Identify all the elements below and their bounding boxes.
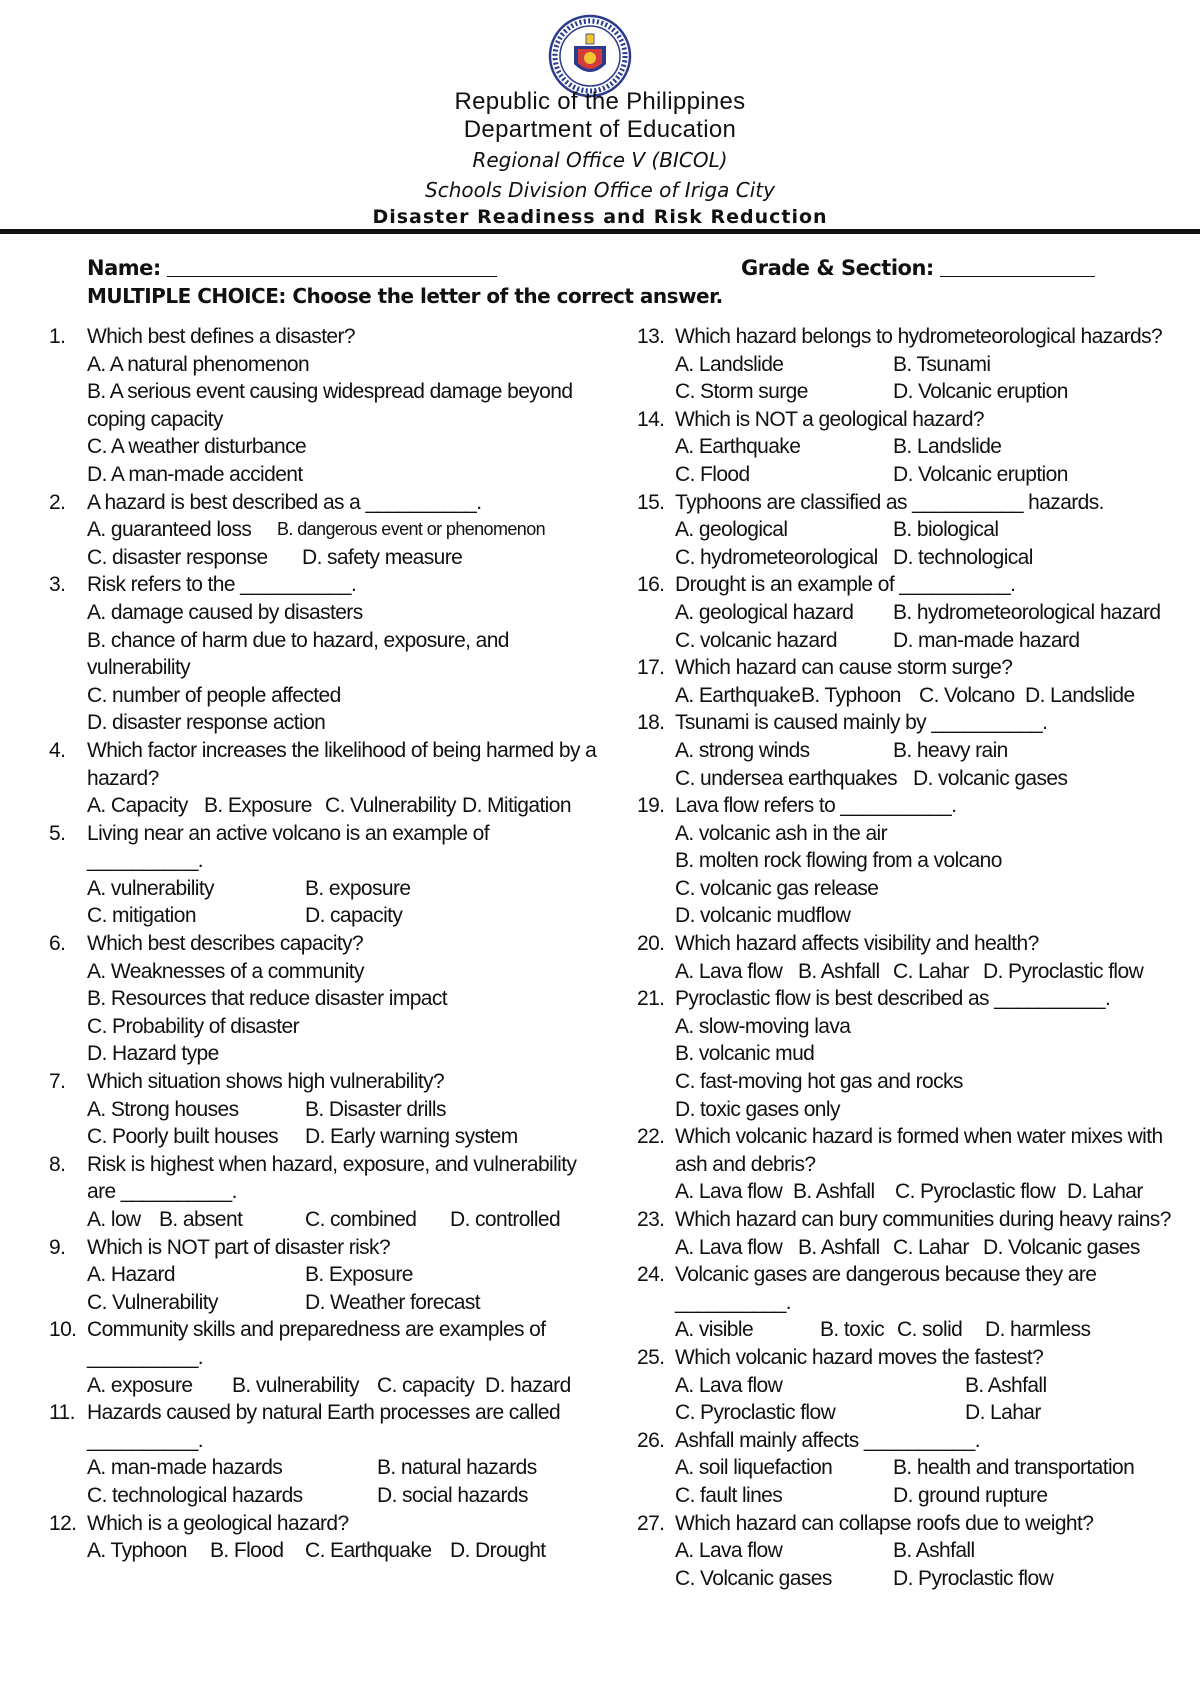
question-text: Living near an active volcano is an example of __________. [87,821,489,873]
option[interactable]: B. Ashfall [893,1539,975,1563]
option[interactable]: B. volcanic mud [675,1042,815,1066]
option[interactable]: B. toxic [820,1318,885,1342]
option[interactable]: D. volcanic gases [913,766,1068,790]
question-number: 17. [637,656,665,680]
question-number: 27. [637,1511,665,1535]
option[interactable]: C. Volcano [919,683,1015,707]
option[interactable]: A. man-made hazards [87,1456,283,1480]
option[interactable]: C. fault lines [675,1483,783,1507]
header-division-office: Schools Division Office of Iriga City [425,178,775,202]
option[interactable]: C. number of people affected [87,683,341,707]
option[interactable]: C. Probability of disaster [87,1014,299,1038]
option[interactable]: A. Landslide [675,352,784,376]
question-number: 9. [49,1235,66,1259]
question [637,985,1197,1123]
option[interactable]: B. Ashfall [798,959,880,983]
option[interactable]: A. slow-moving lava [675,1014,851,1038]
option[interactable]: B. exposure [305,876,411,900]
option[interactable]: A. Weaknesses of a community [87,959,364,983]
option[interactable]: D. safety measure [302,545,463,569]
option[interactable]: A. volcanic ash in the air [675,821,888,845]
question [637,709,1197,792]
option[interactable]: A. guaranteed loss [87,518,252,542]
header-republic: Republic of the Philippines [454,88,746,115]
option[interactable]: A. damage caused by disasters [87,600,363,624]
name-blank[interactable] [167,256,497,277]
option[interactable]: A. strong winds [675,738,810,762]
option[interactable]: D. Mitigation [462,794,571,818]
question-text: Lava flow refers to __________. [675,794,957,818]
option[interactable]: D. harmless [985,1318,1091,1342]
question-number: 20. [637,932,665,956]
option[interactable]: A. exposure [87,1373,193,1397]
question-text: Which volcanic hazard moves the fastest? [675,1345,1044,1369]
question [49,1151,609,1234]
question [49,1510,609,1565]
option[interactable]: D. Hazard type [87,1042,219,1066]
option[interactable]: B. Disaster drills [305,1097,446,1121]
question-text: Community skills and preparedness are examples of __________. [87,1318,546,1369]
question [637,571,1197,654]
option[interactable]: A. low [87,1208,141,1231]
option[interactable]: A. Lava flow [675,1180,783,1204]
question-text: Which hazard affects visibility and health? [675,932,1039,956]
grade-section-field[interactable] [741,256,1095,280]
question-text: Volcanic gases are dangerous because they are __________. [675,1263,1097,1314]
deped-seal-icon [548,14,632,98]
question [49,1234,609,1317]
question-text: Which best defines a disaster? [87,325,355,348]
question-number: 7. [49,1070,66,1094]
option[interactable]: C. A weather disturbance [87,435,307,459]
option[interactable]: C. Volcanic gases [675,1566,832,1590]
question-text: Which is a geological hazard? [87,1511,349,1535]
option[interactable]: B. A serious event causing widespread damage beyond coping capacity [87,380,573,431]
option[interactable]: D. hazard [485,1373,571,1397]
option[interactable]: B. absent [159,1208,243,1231]
question-number: 25. [637,1345,665,1369]
question [49,1399,609,1509]
question-number: 5. [49,821,66,845]
question [49,737,609,820]
option[interactable]: C. hydrometeorological [675,545,878,569]
option[interactable]: C. Poorly built houses [87,1125,279,1149]
question [637,406,1197,489]
option[interactable]: D. capacity [305,904,403,928]
question-number: 12. [49,1511,77,1535]
question-number: 1. [49,325,66,348]
option[interactable]: D. Volcanic gases [983,1235,1140,1259]
question [637,1427,1197,1510]
question-number: 16. [637,573,665,597]
name-field[interactable] [87,256,497,280]
option[interactable]: D. disaster response action [87,711,326,735]
option[interactable]: B. Resources that reduce disaster impact [87,987,448,1011]
option[interactable]: C. capacity [377,1373,475,1397]
question-text: Which is NOT part of disaster risk? [87,1235,391,1259]
option[interactable]: B. vulnerability [232,1373,359,1397]
question-text: Hazards caused by natural Earth processes are called __________. [87,1401,561,1452]
header-department: Department of Education [463,116,737,143]
question [49,323,609,489]
question [637,489,1197,572]
grade-section-blank[interactable] [940,256,1095,277]
question [637,792,1197,930]
question-text: Pyroclastic flow is best described as __________. [675,987,1111,1011]
question-number: 11. [49,1401,75,1425]
option[interactable]: C. Vulnerability [87,1290,218,1314]
option[interactable]: B. Ashfall [798,1235,880,1259]
question-text: Risk is highest when hazard, exposure, and vulnerability are __________. [87,1152,577,1204]
option[interactable]: A. visible [675,1318,754,1342]
option[interactable]: C. undersea earthquakes [675,766,898,790]
option[interactable]: D. man-made hazard [893,628,1080,652]
question-number: 6. [49,932,66,956]
option[interactable]: B. Typhoon [801,683,901,707]
question-number: 3. [49,573,66,597]
option[interactable]: C. Storm surge [675,380,808,404]
option[interactable]: D. Pyroclastic flow [893,1566,1054,1590]
question [637,323,1197,406]
grade-section-label: Grade & Section: [741,256,934,280]
option[interactable]: B. Ashfall [965,1373,1047,1397]
option[interactable]: A. Strong houses [87,1097,239,1121]
question [49,489,609,572]
option[interactable]: B. Exposure [305,1263,413,1287]
question-number: 14. [637,407,665,431]
option[interactable]: D. volcanic mudflow [675,904,851,928]
question-text: A hazard is best described as a __________. [87,490,482,514]
option[interactable]: C. Lahar [893,1235,969,1259]
question-text: Drought is an example of __________. [675,573,1016,597]
question-text: Which hazard can bury communities during heavy rains? [675,1208,1171,1231]
question-text: Which hazard can collapse roofs due to weight? [675,1511,1094,1535]
question-text: Which hazard belongs to hydrometeorological hazards? [675,325,1163,348]
questions-left-column [49,323,609,1565]
question-text: Which factor increases the likelihood of being harmed by a hazard? [87,738,597,790]
question-number: 2. [49,490,66,514]
question-number: 26. [637,1428,665,1452]
option[interactable]: A. Hazard [87,1263,175,1287]
header-subject: Disaster Readiness and Risk Reduction [372,206,828,228]
option[interactable]: C. volcanic gas release [675,876,879,900]
option[interactable]: C. Pyroclastic flow [895,1180,1056,1204]
option[interactable]: D. Lahar [1067,1180,1143,1204]
option[interactable]: A. soil liquefaction [675,1456,833,1480]
option[interactable]: A. Lava flow [675,1373,783,1397]
question-number: 8. [49,1152,66,1176]
option[interactable]: D. social hazards [377,1483,528,1507]
question-number: 10. [49,1318,77,1342]
question [637,930,1197,985]
question [49,571,609,737]
option[interactable]: C. Vulnerability [325,794,456,818]
option[interactable]: D. Volcanic eruption [893,380,1068,404]
option[interactable]: A. Lava flow [675,959,783,983]
header-regional-office: Regional Office V (BICOL) [472,148,728,172]
option[interactable]: D. Pyroclastic flow [983,959,1144,983]
question-number: 13. [637,325,665,348]
option[interactable]: B. dangerous event or phenomenon [277,519,546,540]
option[interactable]: C. solid [897,1318,963,1342]
question-number: 24. [637,1263,665,1287]
question-text: Risk refers to the __________. [87,573,357,597]
option[interactable]: A. Earthquake [675,435,801,459]
question [637,654,1197,709]
option[interactable]: D. Lahar [965,1401,1041,1425]
option[interactable]: A. Lava flow [675,1539,783,1563]
option[interactable]: B. biological [893,518,999,542]
option[interactable]: A. Lava flow [675,1235,783,1259]
question-text: Typhoons are classified as __________ hazards. [675,490,1104,514]
question [637,1261,1197,1344]
option[interactable]: D. Volcanic eruption [893,462,1068,486]
name-label: Name: [87,256,161,280]
option[interactable]: B. heavy rain [893,738,1008,762]
option[interactable]: C. Flood [675,462,750,486]
option[interactable]: C. fast-moving hot gas and rocks [675,1070,963,1094]
option[interactable]: A. geological [675,518,788,542]
option[interactable]: A. Capacity [87,794,188,818]
question [637,1123,1197,1206]
option[interactable]: B. Landslide [893,435,1002,459]
option[interactable]: B. health and transportation [893,1456,1135,1480]
instructions: MULTIPLE CHOICE: Choose the letter of the correct answer. [87,284,723,308]
question [637,1344,1197,1427]
question-text: Which is NOT a geological hazard? [675,407,984,431]
question-text: Which volcanic hazard is formed when water mixes with ash and debris? [675,1125,1163,1176]
question-number: 4. [49,738,66,762]
option[interactable]: D. toxic gases only [675,1097,840,1121]
option[interactable]: A. vulnerability [87,876,214,900]
question-text: Tsunami is caused mainly by __________. [675,711,1048,735]
question [49,1068,609,1151]
option[interactable]: B. Flood [210,1539,284,1563]
question-text: Which situation shows high vulnerability? [87,1070,445,1094]
question-number: 18. [637,711,665,735]
option[interactable]: D. technological [893,545,1033,569]
option[interactable]: B. molten rock flowing from a volcano [675,849,1002,873]
question [49,1316,609,1399]
question-number: 21. [637,987,665,1011]
option[interactable]: B. Exposure [204,794,312,818]
option[interactable]: D. Drought [450,1539,546,1563]
question [637,1206,1197,1261]
option[interactable]: B. natural hazards [377,1456,537,1480]
question [49,930,609,1068]
option[interactable]: B. Ashfall [793,1180,875,1204]
option[interactable]: C. Lahar [893,959,969,983]
option[interactable]: C. combined [305,1208,417,1231]
option[interactable]: B. hydrometeorological hazard [893,600,1161,624]
questions-right-column [637,323,1197,1592]
option[interactable]: D. Weather forecast [305,1290,480,1314]
question-number: 22. [637,1125,665,1149]
option[interactable]: A. A natural phenomenon [87,352,310,376]
option[interactable]: D. controlled [450,1208,561,1231]
question [637,1510,1197,1593]
header-divider [0,229,1200,234]
option[interactable]: B. chance of harm due to hazard, exposure, and vulnerability [87,628,509,680]
option[interactable]: A. Typhoon [87,1539,187,1563]
option[interactable]: D. ground rupture [893,1483,1048,1507]
option[interactable]: C. technological hazards [87,1483,303,1507]
question [49,820,609,930]
option[interactable]: D. Early warning system [305,1125,518,1149]
question-number: 19. [637,794,665,818]
option[interactable]: C. Earthquake [305,1539,432,1563]
option[interactable]: C. Pyroclastic flow [675,1401,836,1425]
question-text: Ashfall mainly affects __________. [675,1428,980,1452]
option[interactable]: A. geological hazard [675,600,854,624]
option[interactable]: C. disaster response [87,545,268,569]
option[interactable]: B. Tsunami [893,352,991,376]
option[interactable]: A. Earthquake [675,683,801,707]
option[interactable]: D. A man-made accident [87,462,303,486]
option[interactable]: C. mitigation [87,904,196,928]
question-number: 23. [637,1208,665,1231]
option[interactable]: C. volcanic hazard [675,628,837,652]
question-text: Which best describes capacity? [87,932,364,956]
question-text: Which hazard can cause storm surge? [675,656,1013,680]
option[interactable]: D. Landslide [1025,683,1135,707]
question-number: 15. [637,490,665,514]
